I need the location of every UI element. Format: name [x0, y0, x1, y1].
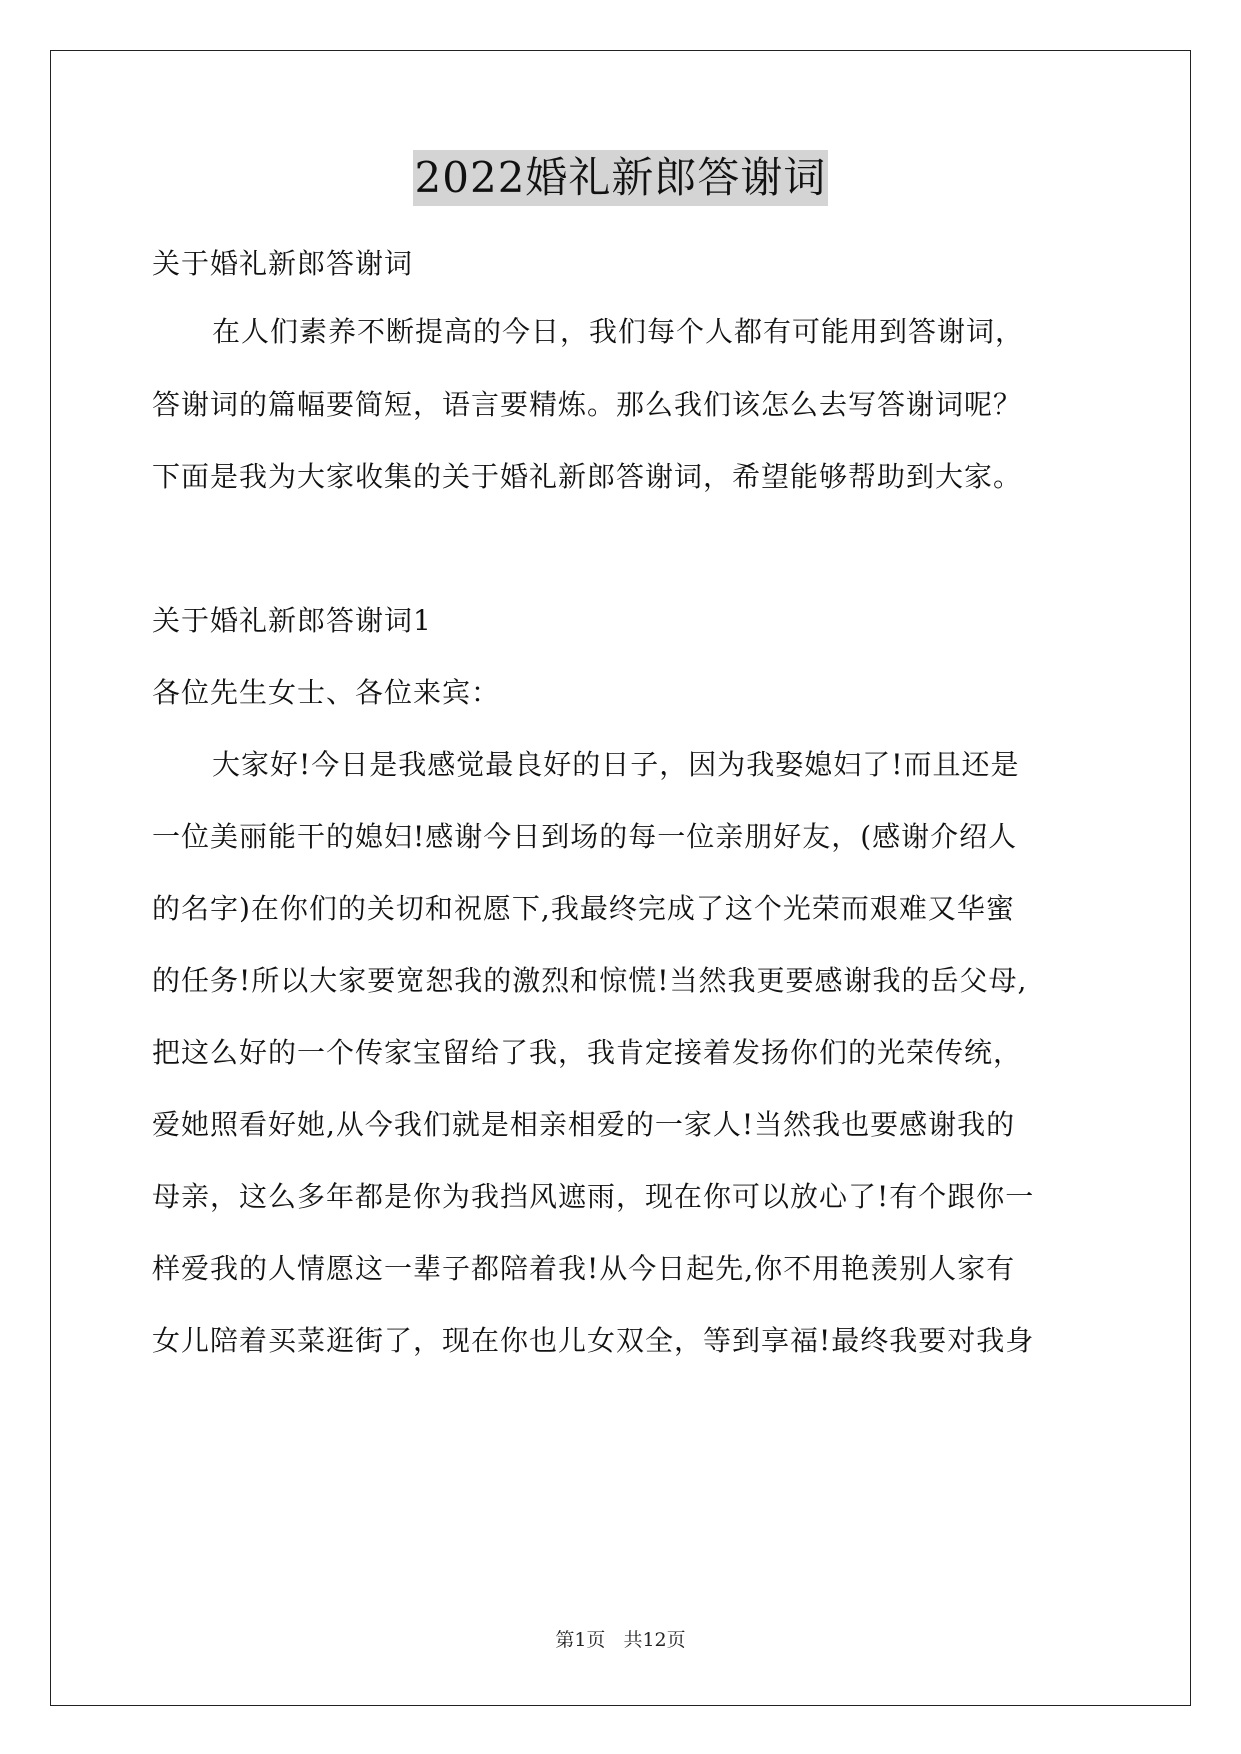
- page-border: [50, 50, 1191, 1706]
- page-number: 第1页: [555, 1629, 606, 1651]
- paragraph-line: 在人们素养不断提高的今日，我们每个人都有可能用到答谢词，: [212, 315, 1025, 348]
- paragraph-line: 一位美丽能干的媳妇!感谢今日到场的每一位亲朋好友，(感谢介绍人: [152, 820, 1018, 853]
- paragraph-line: 母亲，这么多年都是你为我挡风遮雨，现在你可以放心了!有个跟你一: [152, 1180, 1035, 1213]
- title-container: [0, 150, 1241, 206]
- salutation: 各位先生女士、各位来宾：: [152, 676, 501, 709]
- paragraph-line: 爱她照看好她,从今我们就是相亲相爱的一家人!当然我也要感谢我的: [152, 1108, 1016, 1141]
- paragraph-line: 的名字)在你们的关切和祝愿下,我最终完成了这个光荣而艰难又华蜜: [152, 892, 1015, 925]
- page-footer: [0, 1628, 1241, 1652]
- paragraph-line: 把这么好的一个传家宝留给了我，我肯定接着发扬你们的光荣传统，: [152, 1036, 1023, 1069]
- paragraph-line: 的任务!所以大家要宽恕我的激烈和惊慌!当然我更要感谢我的岳父母,: [152, 964, 1028, 997]
- document-title: 2022婚礼新郎答谢词: [413, 150, 829, 206]
- paragraph-line: 答谢词的篇幅要简短，语言要精炼。那么我们该怎么去写答谢词呢？: [152, 388, 1023, 421]
- paragraph-line: 女儿陪着买菜逛街了，现在你也儿女双全，等到享福!最终我要对我身: [152, 1324, 1035, 1357]
- paragraph-line: 样爱我的人情愿这一辈子都陪着我!从今日起先,你不用艳羡别人家有: [152, 1252, 1016, 1285]
- section-heading: 关于婚礼新郎答谢词: [152, 247, 414, 280]
- section-heading: 关于婚礼新郎答谢词1: [152, 604, 432, 637]
- page-total: 共12页: [623, 1629, 686, 1651]
- paragraph-line: 大家好!今日是我感觉最良好的日子，因为我娶媳妇了!而且还是: [212, 748, 1020, 781]
- paragraph-line: 下面是我为大家收集的关于婚礼新郎答谢词，希望能够帮助到大家。: [152, 460, 1023, 493]
